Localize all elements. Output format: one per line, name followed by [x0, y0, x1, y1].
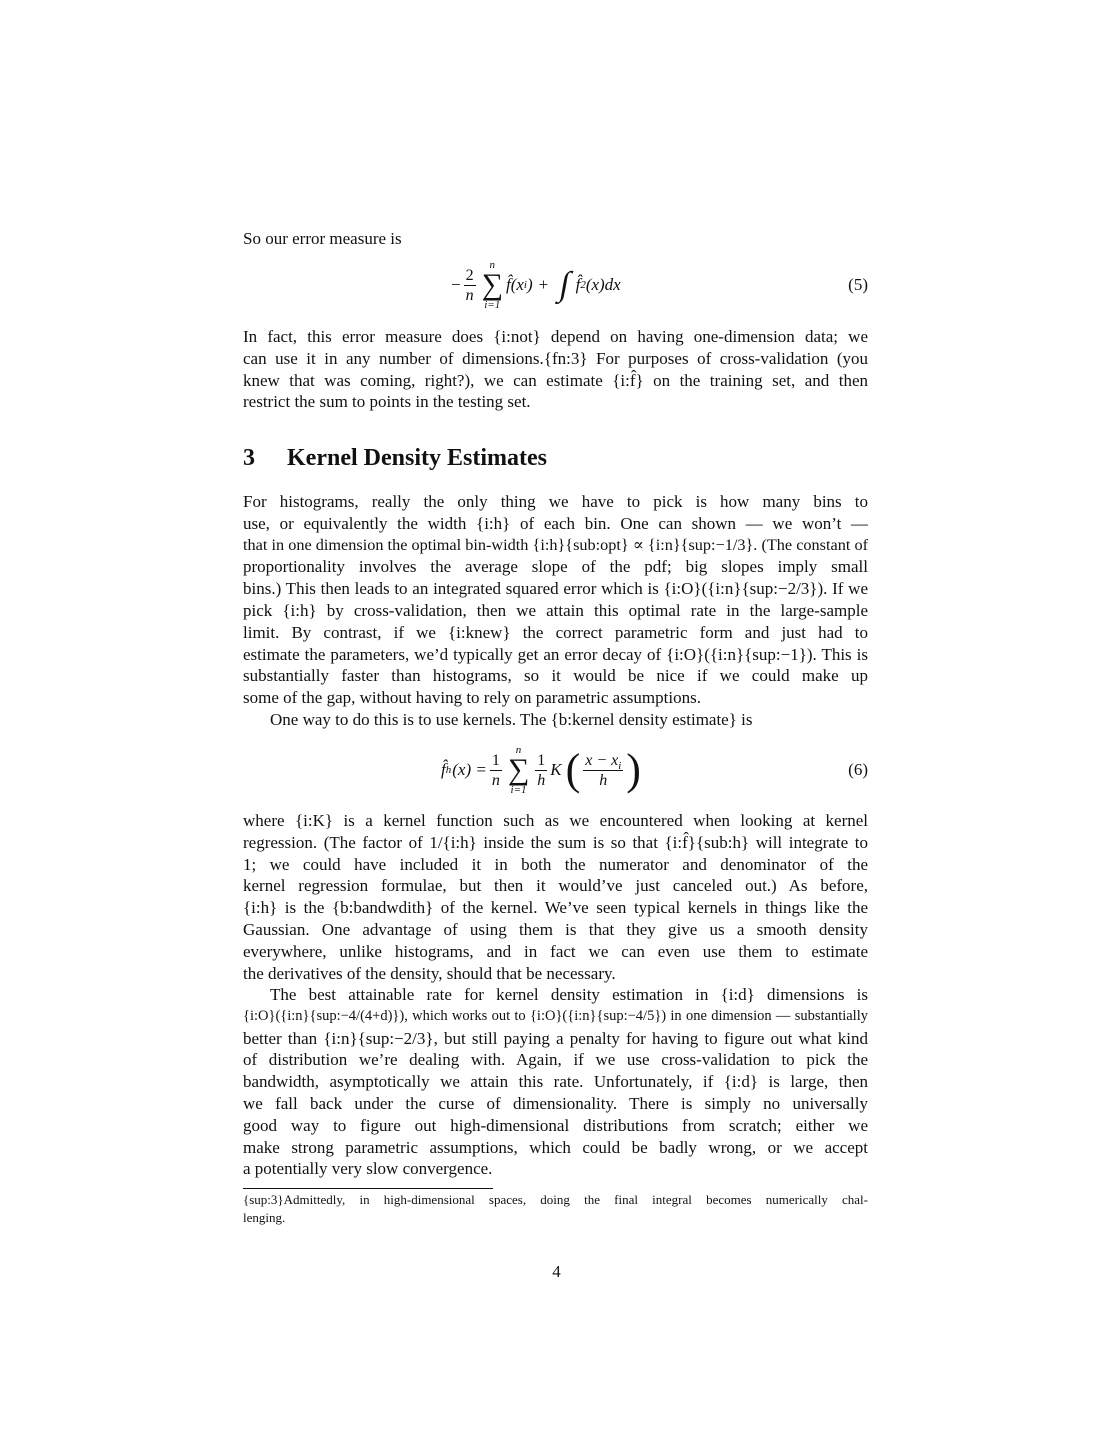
denominator: n: [491, 771, 500, 789]
text-line: Gaussian. One advantage of using them is that they give us a smooth density: [243, 919, 868, 939]
sum-lower: i=1: [484, 299, 501, 311]
text-line: {sup:3}Admittedly, in high-dimensional spaces, doing the final integral becomes numerically chal-: [243, 1192, 868, 1207]
equation-6: f̂ h (x) = $\frac{1}{n}$ n ∑ i=1 $\frac{1}{h}$ K ( $\frac{x - x_i}{h}$ ) (6): [243, 740, 868, 800]
footnote: [243, 1191, 868, 1227]
summation: n ∑ i=1: [481, 259, 503, 311]
text-line: can use it in any number of dimensions.{fn:3} For purposes of cross-validation (you: [243, 348, 868, 368]
page-number: 4: [552, 1262, 561, 1281]
text-line: {i:h} is the {b:bandwdith} of the kernel. We’ve seen typical kernels in things like the: [243, 898, 868, 918]
text-line: lenging.: [243, 1210, 286, 1225]
text-line: For histograms, really the only thing we have to pick is how many bins to: [243, 492, 868, 511]
footnote-rule: [243, 1188, 493, 1189]
text-line: substantially faster than histograms, so it would be nice if we could make up: [243, 666, 868, 686]
equation-5: − $\frac{2}{n}$ n ∑ i=1 f̂(x i ) + ∫ f̂ 2 (x)dx (5): [243, 255, 868, 315]
text-line: 1; we could have included it in both the numerator and denominator of the: [243, 854, 868, 874]
text-line: bandwidth, asymptotically we attain this rate. Unfortunately, if {i:d} is large, then: [243, 1072, 868, 1092]
text-line: where {i:K} is a kernel function such as we encountered when looking at kernel: [243, 811, 868, 830]
equation-number: (5): [848, 275, 868, 294]
denominator: h: [537, 771, 546, 789]
paragraph: [243, 984, 868, 1180]
text-line: some of the gap, without having to rely on parametric assumptions.: [243, 688, 701, 708]
text-line: that in one dimension the optimal bin-width {i:h}{sub:opt} ∝ {i:n}{sup:−1/3}. (The constant of: [243, 535, 868, 554]
section-heading: [243, 445, 547, 472]
fraction: [490, 751, 502, 790]
eq-sub: i: [618, 759, 622, 772]
text-line: better than {i:n}{sup:−2/3}, but still paying a penalty for having to figure out what kind: [243, 1028, 868, 1048]
text-line: estimate the parameters, we’d typically get an error decay of {i:O}({i:n}{sup:−1}). This is: [243, 644, 868, 664]
numerator: 2: [465, 266, 474, 284]
eq-term: f̂: [441, 760, 446, 779]
eq-term: ): [526, 275, 533, 294]
text-line: of distribution we’re dealing with. Again, if we use cross-validation to pick the: [243, 1050, 868, 1070]
left-paren: (: [565, 745, 581, 794]
paragraph: [243, 810, 868, 984]
text-line: {i:O}({i:n}{sup:−4/(4+d)}), which works out to {i:O}({i:n}{sup:−4/5}) in one dimension — substantially: [243, 1007, 868, 1024]
text-line: So our error measure is: [243, 229, 402, 248]
text-line: proportionality involves the average slope of the pdf; big slopes imply small: [243, 557, 868, 577]
numerator: 1: [491, 751, 500, 769]
section-number: 3: [243, 445, 255, 471]
intro-text: [243, 228, 868, 250]
text-line: limit. By contrast, if we {i:knew} the correct parametric form and just had to: [243, 622, 868, 642]
sum-upper: n: [515, 744, 522, 756]
text-line: kernel regression formulae, but then it would’ve just canceled out.) As before,: [243, 876, 868, 896]
text-line: One way to do this is to use kernels. The {b:kernel density estimate} is: [270, 710, 753, 729]
text-line: bins.) This then leads to an integrated squared error which is {i:O}({i:n}{sup:−2/3}). If we: [243, 579, 868, 599]
integral-sign: ∫: [557, 266, 573, 303]
paragraph: [243, 709, 868, 731]
eq-term: f̂(x: [505, 275, 524, 294]
text-line: make strong parametric assumptions, which could be badly wrong, or we accept: [243, 1137, 868, 1157]
text-line: restrict the sum to points in the testing set.: [243, 392, 531, 412]
text-line: regression. (The factor of 1/{i:h} inside the sum is so that {i:f̂}{sub:h} will integrate to: [243, 832, 868, 852]
text-line: everywhere, unlike histograms, and in fact we can even use them to estimate: [243, 941, 868, 961]
sum-lower: i=1: [510, 784, 527, 796]
text-line: we fall back under the curse of dimensionality. There is simply no universally: [243, 1093, 868, 1113]
eq-minus: −: [451, 275, 461, 294]
numerator: 1: [537, 751, 546, 769]
fraction: [464, 266, 476, 305]
text-line: pick {i:h} by cross-validation, then we attain this optimal rate in the large-sample: [243, 600, 868, 620]
fraction: [535, 751, 547, 790]
section-title: Kernel Density Estimates: [287, 445, 547, 471]
denominator: h: [599, 771, 608, 789]
eq-term: f̂: [575, 275, 581, 294]
text-line: the derivatives of the density, should that be necessary.: [243, 963, 616, 983]
text-line: good way to figure out high-dimensional distributions from scratch; either we: [243, 1115, 868, 1135]
numerator: x − x: [585, 751, 619, 769]
kernel-symbol: K: [550, 760, 562, 779]
eq-plus: +: [538, 275, 549, 294]
text-line: use, or equivalently the width {i:h} of each bin. One can shown — we won’t —: [243, 513, 868, 533]
sum-upper: n: [489, 259, 496, 271]
denominator: n: [465, 286, 474, 304]
paragraph: [243, 491, 868, 709]
text-line: The best attainable rate for kernel density estimation in {i:d} dimensions is: [270, 985, 868, 1004]
equation-number: (6): [848, 760, 868, 779]
eq-term: (x)dx: [585, 275, 621, 294]
eq-term: (x) =: [452, 760, 487, 779]
text-line: knew that was coming, right?), we can estimate {i:f̂} on the training set, and then: [243, 370, 868, 390]
fraction: [583, 751, 623, 790]
summation: n ∑ i=1: [507, 744, 530, 796]
text-line: In fact, this error measure does {i:not} depend on having one-dimension data; we: [243, 327, 868, 346]
paragraph: [243, 326, 868, 413]
right-paren: ): [626, 745, 641, 794]
text-line: a potentially very slow convergence.: [243, 1159, 493, 1179]
